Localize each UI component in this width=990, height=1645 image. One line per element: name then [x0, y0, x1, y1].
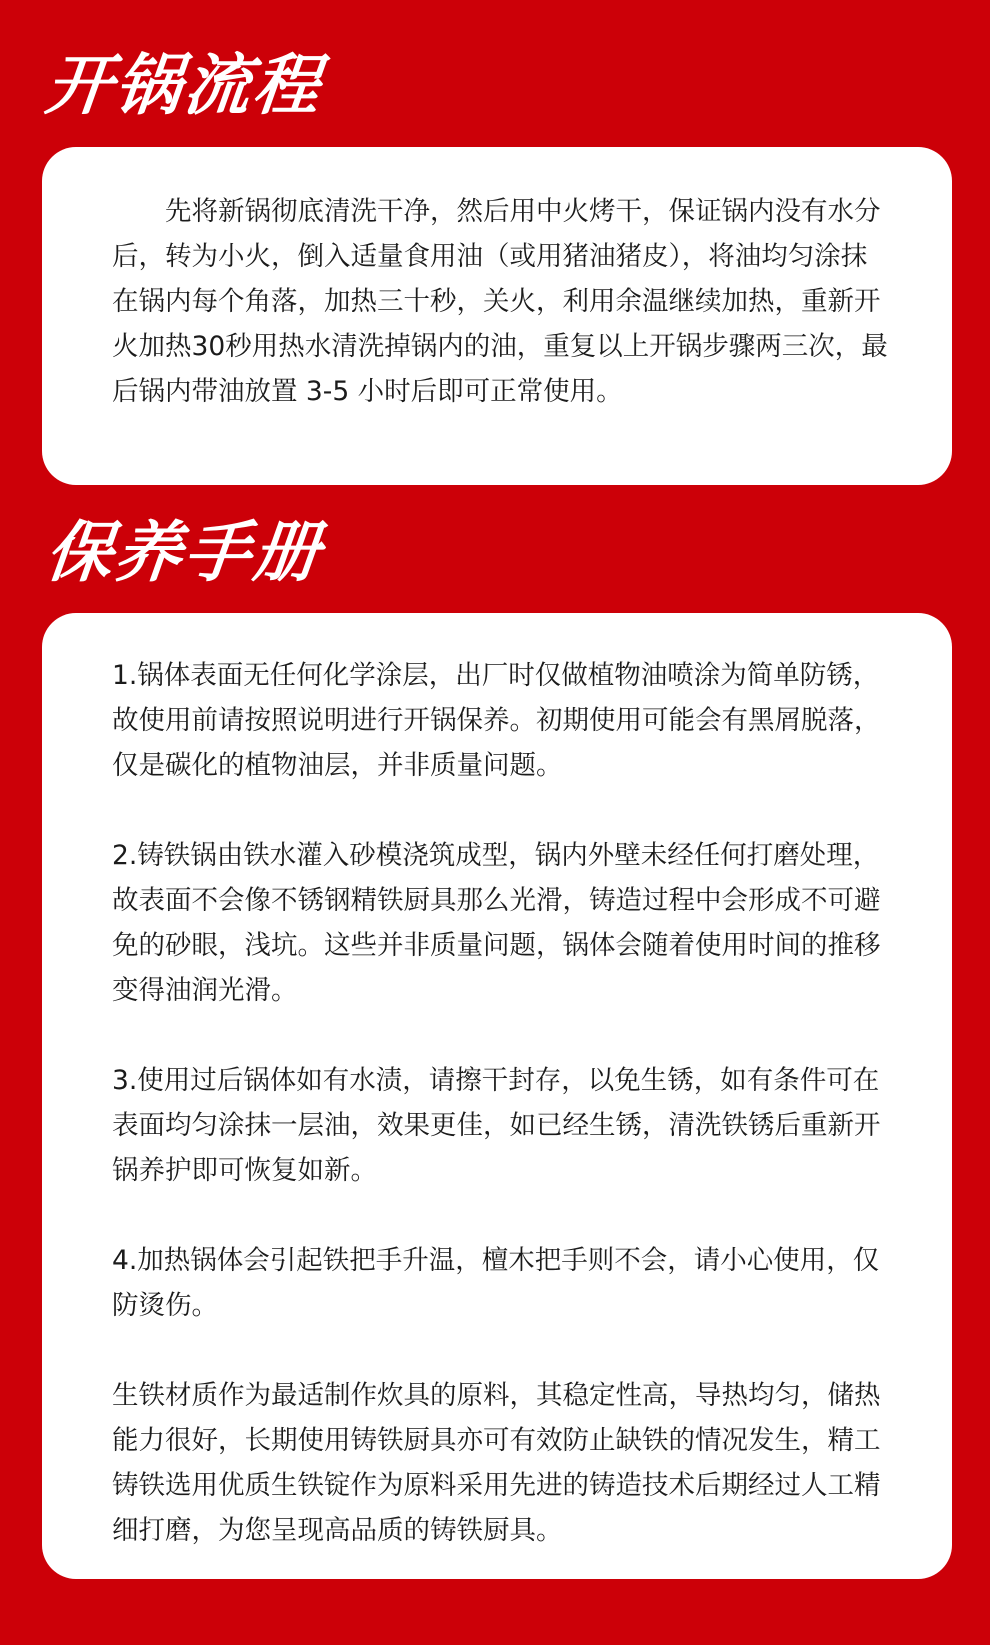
maintenance-card: [42, 613, 952, 1579]
maintenance-section-title: 保养手册: [42, 514, 327, 591]
opening-section-title: 开锅流程: [42, 47, 327, 124]
material-description: 生铁材质作为最适制作炊具的原料，其稳定性高，导热均匀，储热能力很好，长期使用铸铁厨具亦可有效防止缺铁的情况发生，精工铸铁选用优质生铁锭作为原料采用先进的铸造技术后期经过人工精细打磨，为您呈现高品质的铸铁厨具。: [112, 1380, 881, 1546]
opening-card: [42, 147, 952, 485]
maintenance-item-2: 2.铸铁锅由铁水灌入砂模浇筑成型，锅内外壁未经任何打磨处理，故表面不会像不锈钢精铁厨具那么光滑，铸造过程中会形成不可避免的砂眼，浅坑。这些并非质量问题，锅体会随着使用时间的推移变得油润光滑。: [112, 840, 881, 1006]
maintenance-item-4: 4.加热锅体会引起铁把手升温，檀木把手则不会，请小心使用，仅防烫伤。: [112, 1245, 880, 1321]
opening-text: 先将新锅彻底清洗干净，然后用中火烤干，保证锅内没有水分后，转为小火，倒入适量食用油（或用猪油猪皮），将油均匀涂抹在锅内每个角落，加热三十秒，关火，利用余温继续加热，重新开火加热30秒用热水清洗掉锅内的油，重复以上开锅步骤两三次，最后锅内带油放置 3-5 小时后即可正常使用。: [112, 196, 888, 407]
maintenance-item-3: 3.使用过后锅体如有水渍，请擦干封存，以免生锈，如有条件可在表面均匀涂抹一层油，效果更佳，如已经生锈，清洗铁锈后重新开锅养护即可恢复如新。: [112, 1065, 881, 1186]
maintenance-item-1: 1.锅体表面无任何化学涂层，出厂时仅做植物油喷涂为简单防锈，故使用前请按照说明进行开锅保养。初期使用可能会有黑屑脱落，仅是碳化的植物油层，并非质量问题。: [112, 660, 881, 781]
